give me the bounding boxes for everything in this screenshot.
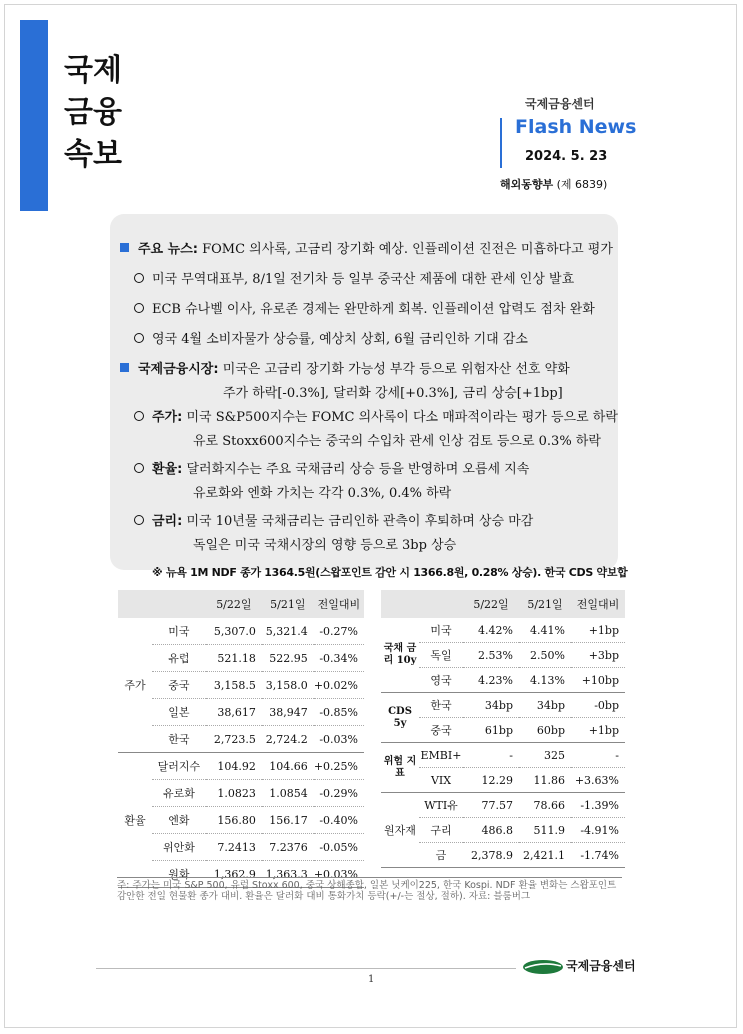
footer-line bbox=[96, 968, 516, 969]
column-header bbox=[381, 590, 419, 618]
cell-value: 4.13% bbox=[519, 668, 571, 693]
column-header: 5/21일 bbox=[519, 590, 571, 618]
row-label: 중국 bbox=[419, 718, 463, 743]
logo-text: 국제금융센터 bbox=[566, 959, 636, 973]
news-label: 주요 뉴스: bbox=[138, 242, 198, 257]
row-label: EMBI+ bbox=[419, 743, 463, 768]
cell-value: +0.02% bbox=[314, 672, 364, 699]
cell-value: -0.03% bbox=[314, 726, 364, 753]
row-label: 미국 bbox=[419, 618, 463, 643]
table-row bbox=[381, 793, 625, 818]
cell-value: -0.85% bbox=[314, 699, 364, 726]
bullet-circle-icon bbox=[134, 515, 144, 525]
cell-value: 2,724.2 bbox=[262, 726, 314, 753]
cell-value: 78.66 bbox=[519, 793, 571, 818]
department-name: 해외동향부 bbox=[500, 178, 554, 191]
cell-value: +3.63% bbox=[571, 768, 625, 793]
ndf-note: ※ 뉴욕 1M NDF 종가 1364.5원(스왑포인트 감안 시 1366.8원, 0.28% 상승). 한국 CDS 약보합 bbox=[152, 566, 628, 579]
cell-value: 3,158.5 bbox=[206, 672, 262, 699]
cell-value: +0.25% bbox=[314, 753, 364, 780]
stock-item bbox=[134, 406, 618, 425]
rate-text: 미국 10년물 국채금리는 금리인하 관측이 후퇴하며 상승 마감 bbox=[186, 514, 534, 529]
cell-value: 5,307.0 bbox=[206, 618, 262, 645]
cell-value: 1.0854 bbox=[262, 780, 314, 807]
cell-value: 511.9 bbox=[519, 818, 571, 843]
market-head-text: 미국은 고금리 장기화 가능성 부각 등으로 위험자산 선호 약화 bbox=[222, 362, 570, 377]
report-title bbox=[64, 50, 122, 176]
cell-value: -1.74% bbox=[571, 843, 625, 868]
column-header bbox=[118, 590, 152, 618]
cell-value: 2,723.5 bbox=[206, 726, 262, 753]
page-number: 1 bbox=[368, 974, 375, 985]
cell-value: 2,378.9 bbox=[463, 843, 519, 868]
cell-value: +1bp bbox=[571, 618, 625, 643]
cell-value: 60bp bbox=[519, 718, 571, 743]
group-label: 원자재 bbox=[381, 793, 419, 868]
bullet-square-icon bbox=[120, 243, 129, 252]
row-label: 엔화 bbox=[152, 807, 206, 834]
row-label: 달러지수 bbox=[152, 753, 206, 780]
market-table-right bbox=[381, 590, 625, 868]
cell-value: 34bp bbox=[463, 693, 519, 718]
cell-value: 77.57 bbox=[463, 793, 519, 818]
market-table-left bbox=[118, 590, 364, 888]
row-label: 미국 bbox=[152, 618, 206, 645]
group-label: CDS 5y bbox=[381, 693, 419, 743]
rate-sub: 독일은 미국 국채시장의 영향 등으로 3bp 상승 bbox=[193, 538, 457, 553]
brand-bar bbox=[20, 20, 48, 211]
cell-value: 34bp bbox=[519, 693, 571, 718]
fx-label: 환율: bbox=[152, 462, 183, 477]
fx-sub: 유로화와 엔화 가치는 각각 0.3%, 0.4% 하락 bbox=[193, 486, 452, 501]
cell-value: 4.42% bbox=[463, 618, 519, 643]
row-label: WTI유 bbox=[419, 793, 463, 818]
flash-news-label: Flash News bbox=[515, 116, 637, 138]
row-label: 원화 bbox=[152, 861, 206, 888]
row-label: 위안화 bbox=[152, 834, 206, 861]
cell-value: 156.80 bbox=[206, 807, 262, 834]
cell-value: 486.8 bbox=[463, 818, 519, 843]
news-head-text: FOMC 의사록, 고금리 장기화 예상. 인플레이션 진전은 미흡하다고 평가 bbox=[202, 242, 613, 257]
cell-value: 38,947 bbox=[262, 699, 314, 726]
column-header bbox=[419, 590, 463, 618]
footer-logo bbox=[522, 957, 636, 975]
kcif-logo-icon bbox=[522, 959, 564, 975]
footnote: 주: 주가는 미국 S&P 500, 유럽 Stoxx 600, 중국 상해종합, 일본 닛케이225, 한국 Kospi. NDF 환율 변화는 스왑포인트 감안한 전일 현물환 종가 대비. 환율은 달러화 대비 통화가치 등락(+/-는 절상, 절하). 자료: 블룸버그 bbox=[117, 877, 622, 902]
cell-value: 521.18 bbox=[206, 645, 262, 672]
row-label: 유로화 bbox=[152, 780, 206, 807]
news-item-text: 영국 4월 소비자물가 상승률, 예상치 상회, 6월 금리인하 기대 감소 bbox=[152, 332, 528, 347]
stock-label: 주가: bbox=[152, 410, 183, 425]
table-row bbox=[118, 780, 364, 807]
table-row bbox=[381, 693, 625, 718]
table-row bbox=[118, 672, 364, 699]
cell-value: -0.34% bbox=[314, 645, 364, 672]
bullet-circle-icon bbox=[134, 463, 144, 473]
table-header-row bbox=[381, 590, 625, 618]
row-label: 한국 bbox=[419, 693, 463, 718]
table-row bbox=[118, 645, 364, 672]
row-label: 한국 bbox=[152, 726, 206, 753]
cell-value: 2.53% bbox=[463, 643, 519, 668]
table-row bbox=[118, 834, 364, 861]
market-sub: 주가 하락[-0.3%], 달러화 강세[+0.3%], 금리 상승[+1bp] bbox=[223, 386, 563, 401]
cell-value: 11.86 bbox=[519, 768, 571, 793]
stock-text: 미국 S&P500지수는 FOMC 의사록이 다소 매파적이라는 평가 등으로 하락 bbox=[186, 410, 618, 425]
cell-value: 522.95 bbox=[262, 645, 314, 672]
column-header bbox=[152, 590, 206, 618]
table-row bbox=[381, 618, 625, 643]
news-item-text: 미국 무역대표부, 8/1일 전기차 등 일부 중국산 제품에 대한 관세 인상 발효 bbox=[152, 272, 575, 287]
cell-value: 1.0823 bbox=[206, 780, 262, 807]
cell-value: 7.2413 bbox=[206, 834, 262, 861]
issue-number: (제 6839) bbox=[556, 178, 608, 191]
cell-value: 5,321.4 bbox=[262, 618, 314, 645]
row-label: 영국 bbox=[419, 668, 463, 693]
cell-value: -0.29% bbox=[314, 780, 364, 807]
cell-value: -1.39% bbox=[571, 793, 625, 818]
header-divider bbox=[500, 118, 502, 168]
news-item-1 bbox=[134, 268, 574, 287]
row-label: 중국 bbox=[152, 672, 206, 699]
news-headline bbox=[120, 238, 613, 257]
report-date: 2024. 5. 23 bbox=[525, 149, 608, 164]
bullet-circle-icon bbox=[134, 273, 144, 283]
stock-sub: 유로 Stoxx600지수는 중국의 수입차 관세 인상 검토 등으로 0.3% 하락 bbox=[193, 434, 601, 449]
center-name: 국제금융센터 bbox=[525, 97, 595, 111]
cell-value: -0bp bbox=[571, 693, 625, 718]
table-row bbox=[118, 753, 364, 780]
cell-value: 104.92 bbox=[206, 753, 262, 780]
cell-value: - bbox=[463, 743, 519, 768]
cell-value: -4.91% bbox=[571, 818, 625, 843]
cell-value: 61bp bbox=[463, 718, 519, 743]
department bbox=[500, 176, 607, 192]
rate-label: 금리: bbox=[152, 514, 183, 529]
title-line-3: 속보 bbox=[64, 137, 122, 172]
cell-value: 3,158.0 bbox=[262, 672, 314, 699]
cell-value: 104.66 bbox=[262, 753, 314, 780]
market-label: 국제금융시장: bbox=[138, 362, 219, 377]
row-label: 유럽 bbox=[152, 645, 206, 672]
group-label: 주가 bbox=[118, 618, 152, 753]
row-label: 구리 bbox=[419, 818, 463, 843]
bullet-square-icon bbox=[120, 363, 129, 372]
news-item-2 bbox=[134, 298, 595, 317]
cell-value: -0.27% bbox=[314, 618, 364, 645]
cell-value: 12.29 bbox=[463, 768, 519, 793]
cell-value: 156.17 bbox=[262, 807, 314, 834]
cell-value: 7.2376 bbox=[262, 834, 314, 861]
group-label: 국채 금리 10y bbox=[381, 618, 419, 693]
table-row bbox=[118, 807, 364, 834]
table-row bbox=[118, 618, 364, 645]
column-header: 전일대비 bbox=[571, 590, 625, 618]
row-label: 독일 bbox=[419, 643, 463, 668]
news-item-3 bbox=[134, 328, 528, 347]
cell-value: 325 bbox=[519, 743, 571, 768]
row-label: 일본 bbox=[152, 699, 206, 726]
title-line-1: 국제 bbox=[64, 53, 122, 88]
group-label: 환율 bbox=[118, 753, 152, 888]
cell-value: 2,421.1 bbox=[519, 843, 571, 868]
cell-value: 4.41% bbox=[519, 618, 571, 643]
fx-text: 달러화지수는 주요 국채금리 상승 등을 반영하며 오름세 지속 bbox=[186, 462, 530, 477]
cell-value: 38,617 bbox=[206, 699, 262, 726]
title-line-2: 금융 bbox=[64, 95, 122, 130]
cell-value: - bbox=[571, 743, 625, 768]
table-header-row bbox=[118, 590, 364, 618]
table-row bbox=[118, 699, 364, 726]
cell-value: +10bp bbox=[571, 668, 625, 693]
cell-value: 1,362.9 bbox=[206, 861, 262, 888]
cell-value: +1bp bbox=[571, 718, 625, 743]
cell-value: -0.40% bbox=[314, 807, 364, 834]
cell-value: 2.50% bbox=[519, 643, 571, 668]
cell-value: +3bp bbox=[571, 643, 625, 668]
column-header: 5/21일 bbox=[262, 590, 314, 618]
bullet-circle-icon bbox=[134, 303, 144, 313]
group-label: 위험 지표 bbox=[381, 743, 419, 793]
column-header: 5/22일 bbox=[463, 590, 519, 618]
cell-value: 1,363.3 bbox=[262, 861, 314, 888]
rate-item bbox=[134, 510, 533, 529]
cell-value: -0.05% bbox=[314, 834, 364, 861]
bullet-circle-icon bbox=[134, 333, 144, 343]
column-header: 전일대비 bbox=[314, 590, 364, 618]
table-row bbox=[381, 743, 625, 768]
news-item-text: ECB 슈나벨 이사, 유로존 경제는 완만하게 회복. 인플레이션 압력도 점차 완화 bbox=[152, 302, 595, 317]
row-label: VIX bbox=[419, 768, 463, 793]
bullet-circle-icon bbox=[134, 411, 144, 421]
table-row bbox=[118, 726, 364, 753]
fx-item bbox=[134, 458, 529, 477]
row-label: 금 bbox=[419, 843, 463, 868]
market-headline bbox=[120, 358, 570, 377]
cell-value: +0.03% bbox=[314, 861, 364, 888]
column-header: 5/22일 bbox=[206, 590, 262, 618]
cell-value: 4.23% bbox=[463, 668, 519, 693]
